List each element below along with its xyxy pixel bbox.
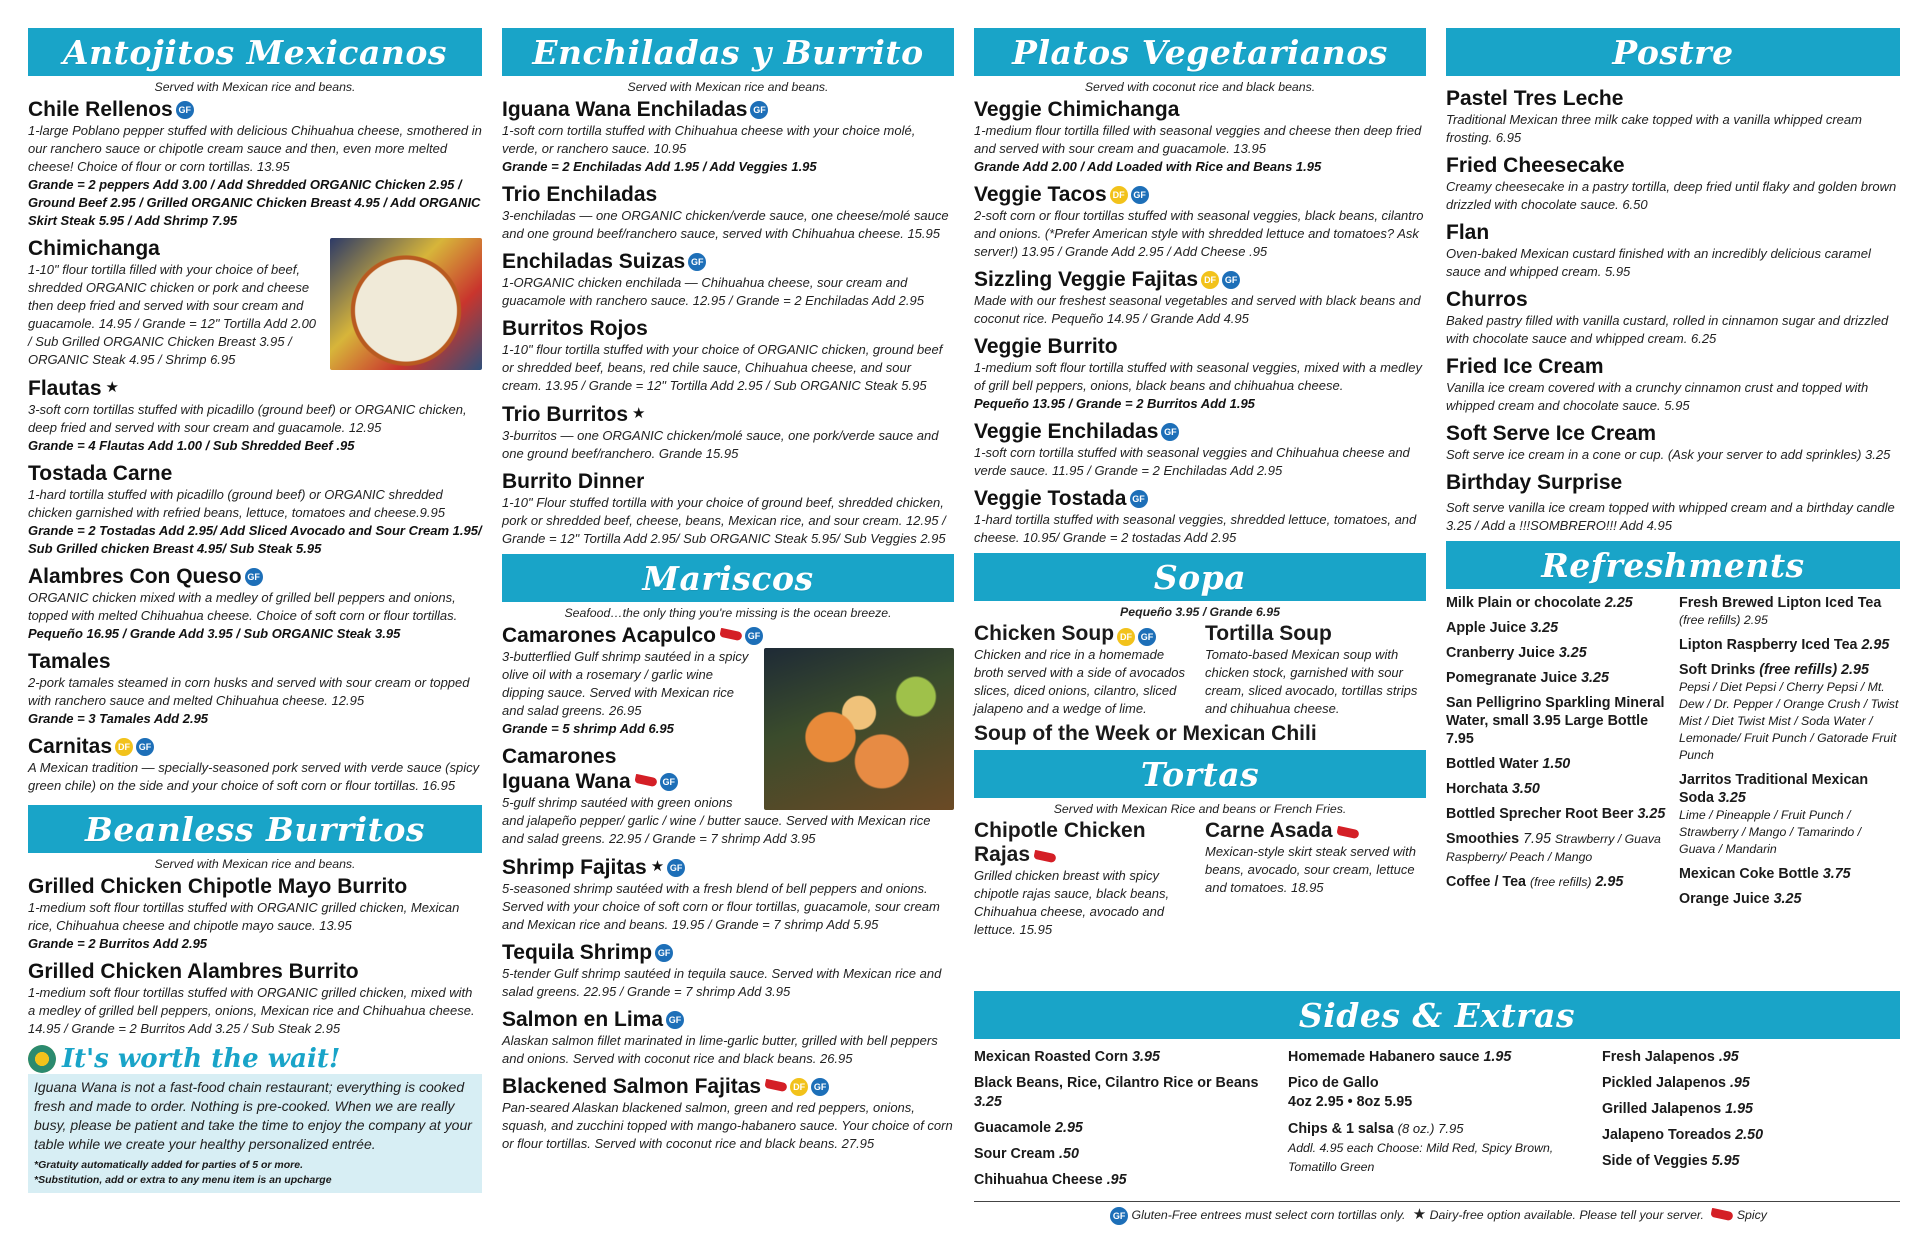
- section-title-vegetarianos: Platos Vegetarianos: [974, 28, 1426, 76]
- sides-section: [974, 991, 1900, 1225]
- item-name: Chicken Soup: [974, 622, 1115, 645]
- legend-gf-text: Gluten-Free entrees must select corn tortillas only.: [1131, 1208, 1406, 1222]
- section-title-postre: Postre: [1446, 28, 1900, 76]
- item-name: Veggie Chimichanga: [974, 98, 1180, 121]
- menu-item: [974, 182, 1426, 261]
- item-extras: Grande = 5 shrimp Add 6.95: [502, 721, 674, 736]
- item-name: Enchiladas Suizas: [502, 250, 686, 273]
- section-title-sopa: Sopa: [974, 553, 1426, 601]
- menu-item: [1446, 470, 1900, 535]
- menu-item: [502, 316, 954, 395]
- item-description: 5-tender Gulf shrimp sautéed in tequila sauce. Served with Mexican rice and salad greens. 22.95 / Grande = 7 shrimp Add 3.95: [502, 966, 942, 999]
- menu-item: [974, 486, 1426, 547]
- item-name: Grilled Chicken Alambres Burrito: [28, 960, 359, 983]
- item-name: Camarones: [502, 745, 617, 768]
- drink-item: Coffee / Tea (free refills) 2.95: [1446, 874, 1624, 890]
- legend-df-text: Dairy-free option available. Please tell your server.: [1429, 1208, 1704, 1222]
- gluten-free-icon: GF: [1110, 1207, 1128, 1225]
- gluten-free-icon: GF: [136, 738, 154, 756]
- item-description: Baked pastry filled with vanilla custard, rolled in cinnamon sugar and drizzled with chocolate sauce and whipped cream. 6.25: [1446, 313, 1889, 346]
- item-extras: Grande = 2 Burritos Add 2.95: [28, 936, 208, 951]
- item-description: Made with our freshest seasonal vegetables and served with black beans and coconut rice. Pequeño 14.95 / Grande Add 4.95: [974, 293, 1421, 326]
- item-description: 2-pork tamales steamed in corn husks and served with sour cream or topped with ranchero sauce and melted Chihuahua cheese. 12.95: [28, 675, 470, 708]
- gratuity-note: *Gratuity automatically added for parties of 5 or more.: [34, 1159, 303, 1171]
- soup-items: [974, 622, 1426, 718]
- item-description: 3-butterflied Gulf shrimp sautéed in a spicy olive oil with a rosemary / garlic wine dipping sauce. Served with Mexican rice and salad greens. 26.95: [502, 649, 749, 718]
- shrimp-photo: [764, 648, 954, 810]
- menu-item: [974, 622, 1195, 718]
- gluten-free-icon: GF: [811, 1078, 829, 1096]
- item-extras: Pequeño 16.95 / Grande Add 3.95 / Sub ORGANIC Steak 3.95: [28, 626, 401, 641]
- spicy-pepper-icon: [1711, 1208, 1734, 1221]
- menu-item: [28, 375, 482, 455]
- refreshments-list: [1446, 594, 1900, 915]
- item-extras: Grande = 2 Tostadas Add 2.95/ Add Sliced Avocado and Sour Cream 1.95/ Sub Grilled chicken Breast 4.95/ Sub Steak 5.95: [28, 523, 482, 556]
- menu-item: [974, 419, 1426, 480]
- gluten-free-icon: GF: [655, 944, 673, 962]
- item-description: 5-seasoned shrimp sautéed with a fresh blend of bell peppers and onions. Served with your choice of soft corn or flour tortillas, guacamole, sour cream and Mexican rice and beans. 19.95 / Grande = 7 shrimp Add 5.95: [502, 881, 940, 932]
- item-description: 1-soft corn tortilla stuffed with Chihuahua cheese with your choice molé, verde, or ranchero sauce. 10.95: [502, 123, 916, 156]
- menu-item: [502, 940, 954, 1001]
- item-description: 1-hard tortilla stuffed with picadillo (ground beef) or ORGANIC shredded chicken garnished with refried beans, lettuce, tomatoes and cheese.9.95: [28, 487, 445, 520]
- item-name: Soft Serve Ice Cream: [1446, 422, 1657, 445]
- item-description: Grilled chicken breast with spicy chipotle rajas sauce, black beans, Chihuahua cheese, avocado and lettuce. 15.95: [974, 868, 1170, 937]
- drink-item: Smoothies 7.95 Strawberry / Guava Raspberry/ Peach / Mango: [1446, 831, 1661, 864]
- item-name: Tamales: [28, 650, 111, 673]
- item-description: 1-10" flour tortilla filled with your choice of beef, shredded ORGANIC chicken or pork and cheese then deep fried and served with sour cream and guacamole. 14.95 / Grande = 12" Tortilla Add 2.00 / Sub Grilled ORGANIC Chicken Breast 3.95 / ORGANIC Steak 4.95 / Shrimp 6.95: [28, 262, 317, 367]
- menu-item: [974, 97, 1426, 176]
- item-name-line2: Iguana Wana: [502, 770, 631, 793]
- chimichanga-photo: [330, 238, 482, 370]
- menu-item: [502, 97, 954, 176]
- dairy-free-icon: DF: [115, 738, 133, 756]
- item-name: Sizzling Veggie Fajitas: [974, 268, 1199, 291]
- item-name: Chimichanga: [28, 237, 160, 260]
- section-subtitle: Served with Mexican Rice and beans or French Fries.: [1053, 802, 1347, 816]
- side-item: Pico de Gallo 4oz 2.95 • 8oz 5.95: [1288, 1075, 1413, 1110]
- gluten-free-icon: GF: [667, 859, 685, 877]
- gluten-free-icon: GF: [666, 1011, 684, 1029]
- item-name: Birthday Surprise: [1446, 471, 1623, 494]
- item-description: Vanilla ice cream covered with a crunchy cinnamon crust and topped with whipped cream and chocolate sauce. 5.95: [1446, 380, 1869, 413]
- drink-item: Jarritos Traditional Mexican Soda 3.25 Lime / Pineapple / Fruit Punch / Strawberry / Mango / Tamarindo / Guava / Mandarin: [1679, 772, 1869, 856]
- spicy-pepper-icon: [719, 628, 742, 641]
- item-name: Burritos Rojos: [502, 317, 648, 340]
- side-item: Chihuahua Cheese .95: [974, 1172, 1127, 1188]
- item-description: 1-soft corn tortilla stuffed with seasonal veggies and Chihuahua cheese and verde sauce. 11.95 / Grande = 2 Enchiladas Add 2.95: [974, 445, 1410, 478]
- item-name: Grilled Chicken Chipotle Mayo Burrito: [28, 875, 408, 898]
- section-title-antojitos: Antojitos Mexicanos: [28, 28, 482, 76]
- spicy-pepper-icon: [634, 774, 657, 787]
- torta-items: [974, 819, 1426, 939]
- item-name: Salmon en Lima: [502, 1008, 664, 1031]
- menu-item: [502, 249, 954, 310]
- menu-item: [28, 734, 482, 795]
- item-name: Tostada Carne: [28, 462, 173, 485]
- drink-item: Bottled Water 1.50: [1446, 756, 1571, 772]
- gluten-free-icon: GF: [1131, 186, 1149, 204]
- drink-item: Horchata 3.50: [1446, 781, 1540, 797]
- section-title-beanless: Beanless Burritos: [28, 805, 482, 853]
- section-title-enchiladas: Enchiladas y Burrito: [502, 28, 954, 76]
- item-description: 1-medium soft flour tortillas stuffed with ORGANIC grilled chicken, mixed with a medley of grilled bell peppers, onions, Mexican rice and Chihuahua cheese. 14.95 / Grande = 2 Burritos Add 3.25 / Sub Steak 2.95: [28, 985, 475, 1036]
- legend-spicy-text: Spicy: [1736, 1208, 1767, 1222]
- item-name: Carnitas: [28, 735, 113, 758]
- drink-item: Apple Juice 3.25: [1446, 620, 1559, 636]
- menu-item: [1446, 86, 1900, 147]
- gluten-free-icon: GF: [750, 101, 768, 119]
- side-item: Pickled Jalapenos .95: [1602, 1075, 1750, 1091]
- item-description: 1-medium soft flour tortilla stuffed with seasonal veggies, mixed with a medley of grill bell peppers, onions, black beans and chihuahua cheese.: [974, 360, 1422, 393]
- item-description: 1-10" Flour stuffed tortilla with your choice of ground beef, shredded chicken, pork or shredded beef, cheese, beans, Mexican rice, and sour cream. 12.95 / Grande = 12" Tortilla Add 2.95/ Sub ORGANIC Steak 5.95/ Sub Veggies 2.95: [502, 495, 946, 546]
- worth-the-wait-note: [28, 1044, 482, 1193]
- section-subtitle: Served with Mexican rice and beans.: [154, 80, 356, 94]
- gluten-free-icon: GF: [745, 627, 763, 645]
- item-description: 3-burritos — one ORGANIC chicken/molé sauce, one pork/verde sauce and one ground beef/ranchero. Grande 15.95: [502, 428, 939, 461]
- item-description: Creamy cheesecake in a pastry tortilla, deep fried until flaky and golden brown drizzled with chocolate sauce. 6.50: [1446, 179, 1897, 212]
- gluten-free-icon: GF: [1130, 490, 1148, 508]
- worth-wait-title: It's worth the wait!: [62, 1044, 341, 1074]
- item-name-line2: Rajas: [974, 843, 1031, 866]
- item-description: A Mexican tradition — specially-seasoned pork served with verde sauce (spicy green chile) on the side and your choice of soft corn or flour tortillas. 16.95: [28, 760, 480, 793]
- item-description: Alaskan salmon fillet marinated in lime-garlic butter, grilled with bell peppers and onions. Served with coconut rice and black beans. 26.95: [502, 1033, 938, 1066]
- section-subtitle: Pequeño 3.95 / Grande 6.95: [1120, 605, 1280, 619]
- item-description: Pan-seared Alaskan blackened salmon, green and red peppers, onions, squash, and zucchini topped with mango-habanero sauce. Your choice of corn or flour tortillas. Served with coconut rice and black beans. 27.95: [502, 1100, 953, 1151]
- column-postre: [1446, 28, 1900, 915]
- menu-item: [28, 564, 482, 643]
- side-item: Jalapeno Toreados 2.50: [1602, 1127, 1764, 1143]
- item-description: 1-medium soft flour tortillas stuffed with ORGANIC grilled chicken, Mexican rice, Chihuahua cheese and chipotle mayo sauce. 13.95: [28, 900, 460, 933]
- sides-col-1: [974, 1048, 1272, 1197]
- sides-col-2: [1288, 1048, 1586, 1197]
- dairy-free-star-icon: ★: [632, 405, 646, 422]
- item-description: 3-enchiladas — one ORGANIC chicken/verde sauce, one cheese/molé sauce and one ground beef/ranchero sauce, served with Chihuahua cheese. 15.95: [502, 208, 949, 241]
- item-description: 1-hard tortilla stuffed with seasonal veggies, shredded lettuce, tomatoes, and cheese. 10.95/ Grande = 2 tostadas Add 2.95: [974, 512, 1417, 545]
- side-item: Black Beans, Rice, Cilantro Rice or Beans 3.25: [974, 1075, 1259, 1110]
- item-name: Iguana Wana Enchiladas: [502, 98, 748, 121]
- side-item: Fresh Jalapenos .95: [1602, 1049, 1739, 1065]
- menu-item: [28, 649, 482, 728]
- menu-item: [502, 182, 954, 243]
- dairy-free-icon: DF: [790, 1078, 808, 1096]
- dairy-free-icon: DF: [1201, 271, 1219, 289]
- drink-item: Pomegranate Juice 3.25: [1446, 670, 1609, 686]
- item-description: Soft serve vanilla ice cream topped with whipped cream and a birthday candle 3.25 / Add a !!!SOMBRERO!!! Add 4.95: [1446, 500, 1895, 533]
- item-description: 1-large Poblano pepper stuffed with delicious Chihuahua cheese, smothered in our ranchero sauce or chipotle cream sauce and then, even more melted cheese! Choice of flour or corn tortillas. 13.95: [28, 123, 482, 174]
- item-description: 2-soft corn or flour tortillas stuffed with seasonal veggies, black beans, cilantro and onions. (*Prefer American style with shredded lettuce and tomatoes? Ask server!) 13.95 / Grande Add 2.95 / Add Cheese .95: [974, 208, 1424, 259]
- item-description: 5-gulf shrimp sautéed with green onions and jalapeño pepper/ garlic / wine / butter sauce. Served with Mexican rice and salad greens. 22.95 / Grande = 7 shrimp Add 3.95: [502, 795, 931, 846]
- item-name: Trio Burritos: [502, 403, 629, 426]
- item-extras: Grande = 2 Enchiladas Add 1.95 / Add Veggies 1.95: [502, 159, 817, 174]
- item-extras: Grande = 4 Flautas Add 1.00 / Sub Shredded Beef .95: [28, 438, 355, 453]
- dairy-free-star-icon: ★: [105, 379, 119, 396]
- menu-item: [974, 267, 1426, 328]
- side-item: Sour Cream .50: [974, 1146, 1079, 1162]
- gluten-free-icon: GF: [176, 101, 194, 119]
- section-subtitle: Served with Mexican rice and beans.: [154, 857, 356, 871]
- item-name: Tortilla Soup: [1205, 622, 1332, 645]
- side-item: Guacamole 2.95: [974, 1120, 1083, 1136]
- section-title-refreshments: Refreshments: [1446, 541, 1900, 589]
- item-extras: Pequeño 13.95 / Grande = 2 Burritos Add 1.95: [974, 396, 1255, 411]
- column-vegetarianos: [974, 28, 1426, 939]
- menu-item: [502, 401, 954, 463]
- gluten-free-icon: GF: [660, 773, 678, 791]
- item-name: Alambres Con Queso: [28, 565, 242, 588]
- item-name: Chipotle Chicken: [974, 819, 1146, 842]
- gluten-free-icon: GF: [688, 253, 706, 271]
- item-extras: Grande = 2 peppers Add 3.00 / Add Shredded ORGANIC Chicken 2.95 / Ground Beef 2.95 / Grilled ORGANIC Chicken Breast 4.95 / Add ORGANIC Skirt Steak 5.95 / Add Shrimp 7.95: [28, 177, 481, 228]
- menu-item: [1205, 622, 1426, 718]
- refreshments-right: [1679, 594, 1900, 915]
- section-title-sides: Sides & Extras: [974, 991, 1900, 1039]
- side-item: Grilled Jalapenos 1.95: [1602, 1101, 1753, 1117]
- item-description: ORGANIC chicken mixed with a medley of grilled bell peppers and onions, topped with melted Chihuahua cheese. Choice of soft corn or flour tortillas.: [28, 590, 458, 623]
- item-description: Chicken and rice in a homemade broth served with a side of avocados slices, diced onions, cilantro, sliced jalapeno and a wedge of lime.: [974, 647, 1186, 716]
- item-name: Pastel Tres Leche: [1446, 87, 1624, 110]
- menu-item: [1446, 220, 1900, 281]
- drink-item: Orange Juice 3.25: [1679, 891, 1802, 907]
- item-description: 1-ORGANIC chicken enchilada — Chihuahua cheese, sour cream and guacamole with ranchero sauce. 12.95 / Grande = 2 Enchiladas Add 2.95: [502, 275, 924, 308]
- worth-wait-text: Iguana Wana is not a fast-food chain restaurant; everything is cooked fresh and made to order. Nothing is pre-cooked. When we are really busy, please be patient and take the time to enjoy the company at your table while we create your healthy personalized entrée.: [34, 1079, 472, 1152]
- dairy-free-icon: DF: [1117, 628, 1135, 646]
- item-description: 1-10" flour tortilla stuffed with your choice of ORGANIC chicken, ground beef or shredded beef, beans, red chile sauce, Chihuahua cheese, and sour cream. 13.95 / Grande = 12" Tortilla Add 2.95 / Sub ORGANIC Steak 5.95: [502, 342, 943, 393]
- section-title-mariscos: Mariscos: [502, 554, 954, 602]
- item-name: Veggie Enchiladas: [974, 420, 1159, 443]
- drink-item: Cranberry Juice 3.25: [1446, 645, 1587, 661]
- menu-item: [28, 461, 482, 558]
- menu-item: [28, 236, 482, 369]
- section-subtitle: Served with Mexican rice and beans.: [627, 80, 829, 94]
- menu-item: [28, 97, 482, 230]
- substitution-note: *Substitution, add or extra to any menu item is an upcharge: [34, 1174, 332, 1186]
- worth-wait-box: [28, 1074, 482, 1193]
- drink-item: Soft Drinks (free refills) 2.95 Pepsi / Diet Pepsi / Cherry Pepsi / Mt. Dew / Dr. Pepper / Orange Crush / Twist Mist / Diet Twist Mist / Soda Water / Lemonade/ Fruit Punch / Gatorade Fruit Punch: [1679, 662, 1899, 762]
- side-item: Mexican Roasted Corn 3.95: [974, 1049, 1160, 1065]
- item-name: Shrimp Fajitas: [502, 856, 647, 879]
- drink-item: Bottled Sprecher Root Beer 3.25: [1446, 806, 1666, 822]
- menu-item: [974, 819, 1195, 939]
- menu-item: [1446, 153, 1900, 214]
- item-description: 1-medium flour tortilla filled with seasonal veggies and cheese then deep fried and served with sour cream and guacamole. 13.95: [974, 123, 1422, 156]
- item-name: Veggie Burrito: [974, 335, 1118, 358]
- section-title-tortas: Tortas: [974, 750, 1426, 798]
- item-description: Tomato-based Mexican soup with chicken stock, garnished with sour cream, sliced avocado, tortillas strips and chihuahua cheese.: [1205, 647, 1418, 716]
- item-name: Camarones Acapulco: [502, 624, 716, 647]
- gluten-free-icon: GF: [1138, 628, 1156, 646]
- menu-item: [502, 469, 954, 548]
- drink-item: Mexican Coke Bottle 3.75: [1679, 866, 1851, 882]
- item-name: Fried Cheesecake: [1446, 154, 1625, 177]
- menu-item: [1446, 287, 1900, 348]
- side-item: Chips & 1 salsa (8 oz.) 7.95 Addl. 4.95 each Choose: Mild Red, Spicy Brown, Tomatillo Green: [1288, 1121, 1554, 1174]
- menu-item: [502, 1074, 954, 1153]
- spicy-pepper-icon: [764, 1079, 787, 1092]
- sides-list: [974, 1048, 1900, 1197]
- item-description: Soft serve ice cream in a cone or cup. (Ask your server to add sprinkles) 3.25: [1446, 447, 1891, 462]
- item-name: Tequila Shrimp: [502, 941, 653, 964]
- drink-item: Fresh Brewed Lipton Iced Tea (free refills) 2.95: [1679, 595, 1882, 627]
- item-name: Flan: [1446, 221, 1490, 244]
- legend: [974, 1201, 1900, 1225]
- item-description: Mexican-style skirt steak served with beans, avocado, sour cream, lettuce and tomatoes. 18.95: [1205, 844, 1416, 895]
- column-antojitos: [28, 28, 482, 1193]
- section-subtitle: Served with coconut rice and black beans.: [1084, 80, 1316, 94]
- item-name: Flautas: [28, 377, 102, 400]
- item-extras: Grande Add 2.00 / Add Loaded with Rice and Beans 1.95: [974, 159, 1322, 174]
- sides-col-3: [1602, 1048, 1900, 1197]
- menu-item: [1446, 421, 1900, 464]
- column-enchiladas: [502, 28, 954, 1159]
- item-extras: Grande = 3 Tamales Add 2.95: [28, 711, 209, 726]
- iguana-logo-icon: [28, 1045, 56, 1073]
- item-name: Veggie Tacos: [974, 183, 1107, 206]
- item-name: Trio Enchiladas: [502, 183, 658, 206]
- item-name: Burrito Dinner: [502, 470, 645, 493]
- menu-item: [1446, 354, 1900, 415]
- dairy-free-star-icon: ★: [1412, 1206, 1427, 1223]
- refreshments-left: [1446, 594, 1667, 915]
- menu-item: [1205, 819, 1426, 939]
- item-name: Blackened Salmon Fajitas: [502, 1075, 762, 1098]
- drink-item: Lipton Raspberry Iced Tea 2.95: [1679, 637, 1890, 653]
- item-name: Chile Rellenos: [28, 98, 173, 121]
- gluten-free-icon: GF: [1222, 271, 1240, 289]
- dairy-free-icon: DF: [1110, 186, 1128, 204]
- menu-item: [28, 874, 482, 953]
- drink-item: Milk Plain or chocolate 2.25: [1446, 595, 1633, 611]
- item-name: Fried Ice Cream: [1446, 355, 1604, 378]
- item-description: Traditional Mexican three milk cake topped with a vanilla whipped cream frosting. 6.95: [1446, 112, 1862, 145]
- menu-item: [502, 854, 954, 934]
- spicy-pepper-icon: [1033, 850, 1056, 863]
- item-description: 3-soft corn tortillas stuffed with picadillo (ground beef) or ORGANIC chicken, deep fried and served with sour cream and guacamole. 12.95: [28, 402, 467, 435]
- item-name: Veggie Tostada: [974, 487, 1127, 510]
- menu-item: [502, 623, 954, 738]
- menu-item: [502, 1007, 954, 1068]
- spicy-pepper-icon: [1336, 826, 1359, 839]
- side-item: Homemade Habanero sauce 1.95: [1288, 1049, 1512, 1065]
- item-name: Carne Asada: [1205, 819, 1333, 842]
- gluten-free-icon: GF: [1161, 423, 1179, 441]
- drink-item: San Pelligrino Sparkling Mineral Water, small 3.95 Large Bottle 7.95: [1446, 695, 1665, 747]
- menu-item: [974, 334, 1426, 413]
- section-subtitle: Seafood…the only thing you're missing is the ocean breeze.: [564, 606, 892, 620]
- item-name: Churros: [1446, 288, 1528, 311]
- gluten-free-icon: GF: [245, 568, 263, 586]
- item-description: Oven-baked Mexican custard finished with an incredibly delicious caramel sauce and whipped cream. 5.95: [1446, 246, 1871, 279]
- menu-item: [28, 959, 482, 1038]
- soup-of-the-week: Soup of the Week or Mexican Chili: [974, 722, 1317, 745]
- side-item: Side of Veggies 5.95: [1602, 1153, 1740, 1169]
- dairy-free-star-icon: ★: [650, 858, 665, 875]
